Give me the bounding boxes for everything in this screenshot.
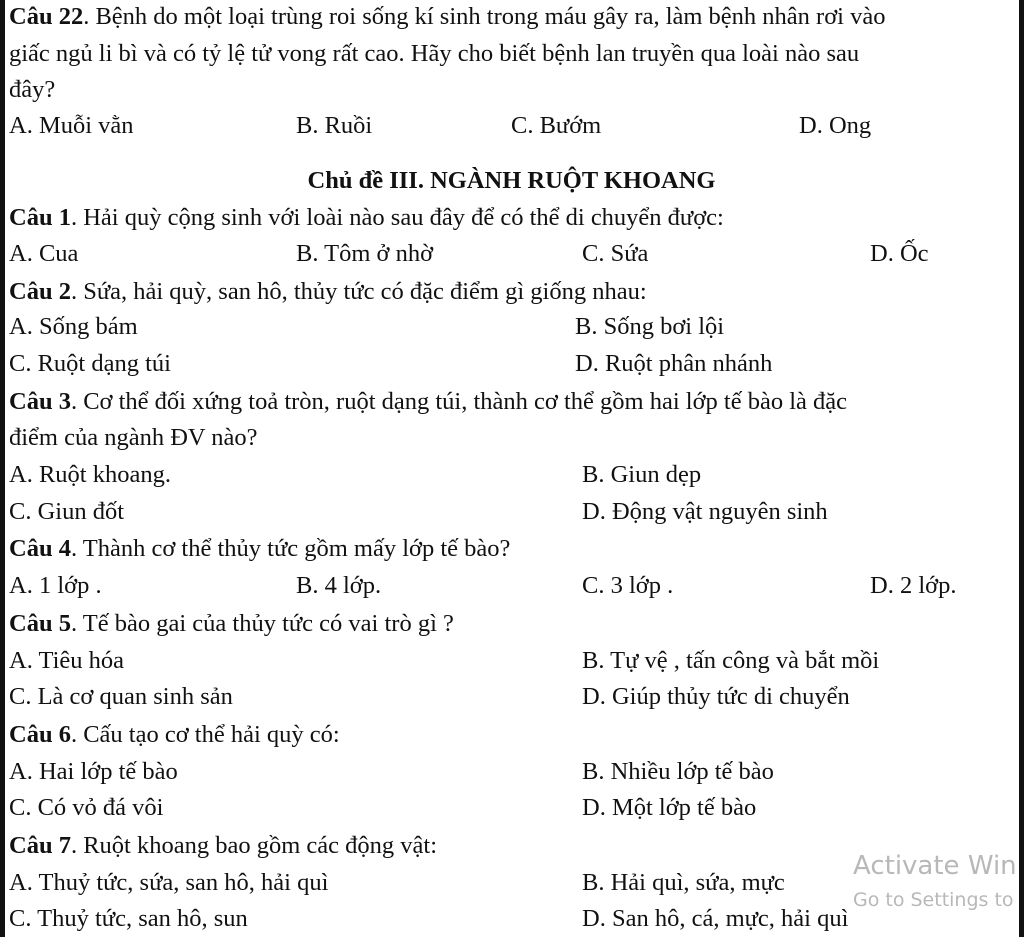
question-6-option-b: B. Nhiều lớp tế bào [582,758,774,785]
question-3-option-a: A. Ruột khoang. [9,461,171,488]
question-7-number: Câu 7 [9,832,71,859]
activate-windows-settings-link[interactable]: Go to Settings to [853,889,1014,911]
question-2: Câu 2. Sứa, hải quỳ, san hô, thủy tức có đặc điểm gì giống nhau: [9,278,647,305]
question-22-option-c: C. Bướm [511,112,602,139]
question-1-number: Câu 1 [9,204,71,231]
question-5-option-b: B. Tự vệ , tấn công và bắt mồi [582,647,880,674]
question-5-number: Câu 5 [9,610,71,637]
question-1-option-c: C. Sứa [582,240,649,267]
question-22-line-1: Câu 22. Bệnh do một loại trùng roi sống kí sinh trong máu gây ra, làm bệnh nhân rơi vào [9,3,886,30]
question-22-option-a: A. Muỗi vằn [9,112,134,139]
question-4-option-c: C. 3 lớp . [582,572,674,599]
question-2-option-a: A. Sống bám [9,313,138,340]
question-7-option-d: D. San hô, cá, mực, hải quì [582,905,849,932]
question-1-option-a: A. Cua [9,240,79,267]
question-22-line-3: đây? [9,76,56,103]
question-6: Câu 6. Cấu tạo cơ thể hải quỳ có: [9,721,340,748]
question-4-option-a: A. 1 lớp . [9,572,102,599]
question-6-number: Câu 6 [9,721,71,748]
question-4: Câu 4. Thành cơ thể thủy tức gồm mấy lớp tế bào? [9,535,511,562]
question-2-option-d: D. Ruột phân nhánh [575,350,773,377]
question-4-option-d: D. 2 lớp. [870,572,957,599]
question-5: Câu 5. Tế bào gai của thủy tức có vai trò gì ? [9,610,454,637]
question-5-option-c: C. Là cơ quan sinh sản [9,683,233,710]
question-3-option-c: C. Giun đốt [9,498,125,525]
question-22-number: Câu 22 [9,3,84,30]
question-3-line-1: Câu 3. Cơ thể đối xứng toả tròn, ruột dạng túi, thành cơ thể gồm hai lớp tế bào là đặc [9,388,848,415]
question-6-option-a: A. Hai lớp tế bào [9,758,178,785]
right-border [1019,0,1024,937]
question-3-option-b: B. Giun dẹp [582,461,702,488]
question-6-option-c: C. Có vỏ đá vôi [9,794,164,821]
question-22-line-2: giấc ngủ li bì và có tỷ lệ tử vong rất cao. Hãy cho biết bệnh lan truyền qua loài nào sau [9,40,860,67]
section-heading: Chủ đề III. NGÀNH RUỘT KHOANG [307,167,716,194]
question-4-number: Câu 4 [9,535,71,562]
question-1-option-d: D. Ốc [870,240,929,267]
question-2-option-b: B. Sống bơi lội [575,313,725,340]
question-22-option-b: B. Ruồi [296,112,373,139]
question-2-option-c: C. Ruột dạng túi [9,350,171,377]
question-22-option-d: D. Ong [799,112,872,139]
question-1-option-b: B. Tôm ở nhờ [296,240,434,267]
question-5-option-a: A. Tiêu hóa [9,647,125,674]
document-page [9,0,1014,937]
question-2-number: Câu 2 [9,278,71,305]
question-5-option-d: D. Giúp thủy tức di chuyển [582,683,850,710]
question-7-option-a: A. Thuỷ tức, sứa, san hô, hải quì [9,869,329,896]
question-3-number: Câu 3 [9,388,71,415]
question-4-option-b: B. 4 lớp. [296,572,382,599]
question-7-option-c: C. Thuỷ tức, san hô, sun [9,905,248,932]
question-3-line-2: điểm của ngành ĐV nào? [9,424,258,451]
left-border [0,0,5,937]
question-6-option-d: D. Một lớp tế bào [582,794,757,821]
question-1: Câu 1. Hải quỳ cộng sinh với loài nào sau đây để có thể di chuyển được: [9,204,724,231]
question-3-option-d: D. Động vật nguyên sinh [582,498,828,525]
question-7: Câu 7. Ruột khoang bao gồm các động vật: [9,832,438,859]
question-7-option-b: B. Hải quì, sứa, mực [582,869,785,896]
activate-windows-watermark: Activate Win [853,851,1017,881]
